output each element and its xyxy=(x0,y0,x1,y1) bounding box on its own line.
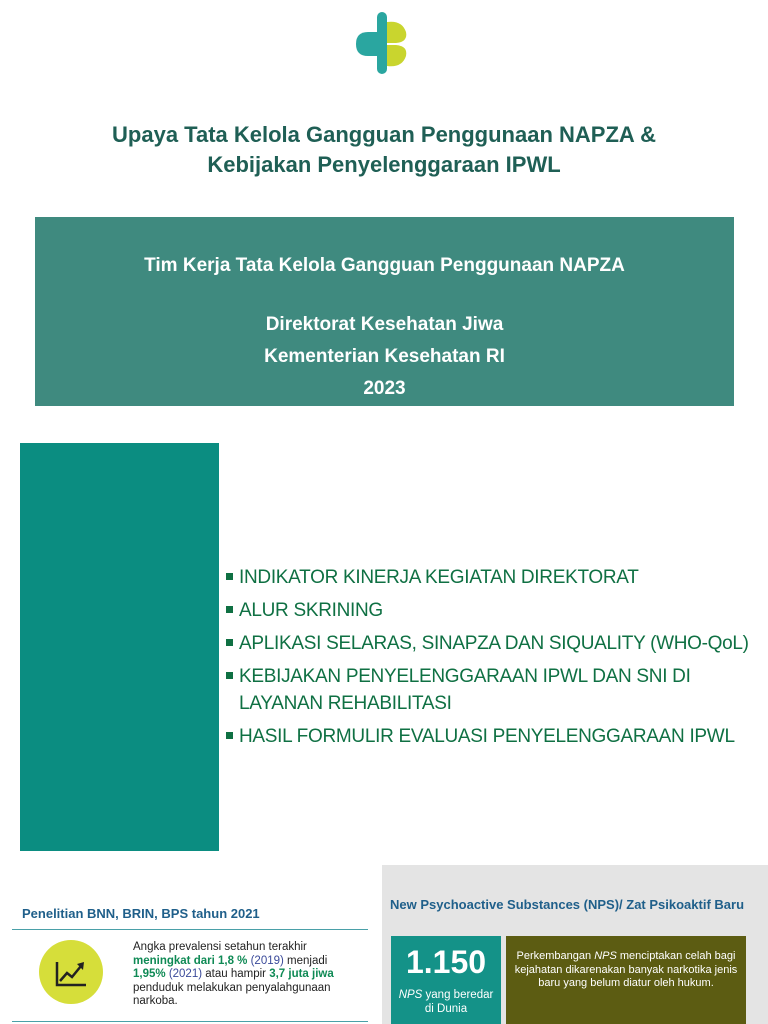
nps-description: Perkembangan NPS menciptakan celah bagi kejahatan dikarenakan banyak narkotika jenis baru yang belum diatur oleh hukum. xyxy=(506,936,746,1024)
decorative-side-block xyxy=(20,443,219,851)
square-bullet-icon xyxy=(226,732,233,739)
square-bullet-icon xyxy=(226,639,233,646)
directorate-name: Direktorat Kesehatan Jiwa xyxy=(265,314,504,335)
research-heading: Penelitian BNN, BRIN, BPS tahun 2021 xyxy=(22,906,260,921)
title-line-1: Upaya Tata Kelola Gangguan Penggunaan NAPZA & xyxy=(112,122,656,147)
square-bullet-icon xyxy=(226,606,233,613)
nps-count: 1.150 xyxy=(405,944,487,980)
square-bullet-icon xyxy=(226,573,233,580)
nps-count-box xyxy=(391,936,501,1024)
agenda-list xyxy=(224,564,760,756)
organization-banner xyxy=(35,217,734,406)
divider xyxy=(12,929,368,930)
nps-count-caption: NPS yang beredar di Dunia xyxy=(398,989,494,1015)
square-bullet-icon xyxy=(226,672,233,679)
nps-heading: New Psychoactive Substances (NPS)/ Zat Psikoaktif Baru xyxy=(390,897,745,912)
trend-up-chart-icon xyxy=(39,940,103,1004)
agenda-item: INDIKATOR KINERJA KEGIATAN DIREKTORAT xyxy=(224,564,760,591)
title-line-2: Kebijakan Penyelenggaraan IPWL xyxy=(207,152,561,177)
year-label: 2023 xyxy=(363,378,406,399)
prevalence-text: Angka prevalensi setahun terakhir meningkat dari 1,8 % (2019) menjadi 1,95% (2021) atau hampir 3,7 juta jiwa penduduk melakukan penyalahgunaan narkoba. xyxy=(133,941,334,1007)
divider xyxy=(12,1021,368,1022)
agenda-item: KEBIJAKAN PENYELENGGARAAN IPWL DAN SNI DI LAYANAN REHABILITASI xyxy=(224,663,760,717)
team-name: Tim Kerja Tata Kelola Gangguan Penggunaan NAPZA xyxy=(144,255,625,276)
agenda-item: HASIL FORMULIR EVALUASI PENYELENGGARAAN IPWL xyxy=(224,723,760,750)
agenda-item: ALUR SKRINING xyxy=(224,597,760,624)
page-title xyxy=(40,120,728,180)
ministry-name: Kementerian Kesehatan RI xyxy=(264,346,505,367)
kemenkes-logo-icon xyxy=(350,10,416,76)
agenda-item: APLIKASI SELARAS, SINAPZA DAN SIQUALITY (WHO-QoL) xyxy=(224,630,760,657)
